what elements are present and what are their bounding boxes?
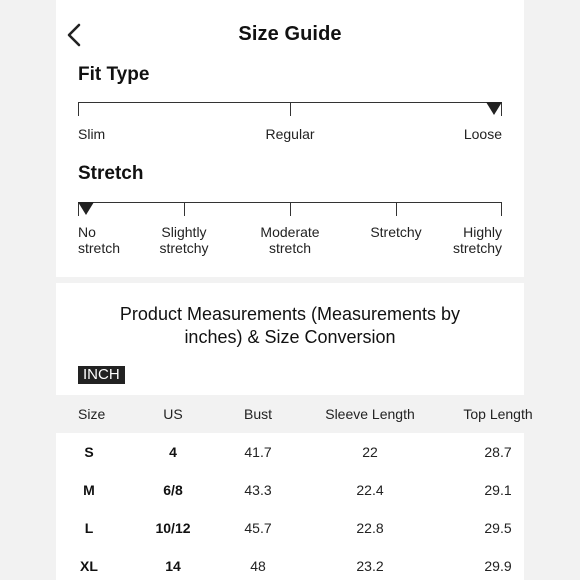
page-title: Size Guide — [238, 23, 342, 45]
fit-type-tick — [290, 102, 291, 116]
stretch-option-label-line: Slightly — [161, 224, 207, 240]
stretch-scale — [78, 202, 502, 262]
table-header-cell: Size — [78, 406, 106, 422]
stretch-tick — [184, 202, 185, 216]
stretch-selected-marker — [78, 202, 94, 215]
fit-type-option-label[interactable] — [265, 126, 314, 142]
stretch-tick — [396, 202, 397, 216]
table-cell: 6/8 — [163, 482, 183, 498]
fit-type-option-label[interactable] — [78, 126, 105, 142]
table-header-cell: Bust — [243, 406, 273, 422]
table-cell: S — [84, 444, 94, 460]
table-cell: 43.3 — [244, 482, 272, 498]
table-header-cell: US — [163, 406, 183, 422]
measurements-card — [56, 283, 533, 580]
table-cell: M — [83, 482, 95, 498]
measurements-title-line-2: inches) & Size Conversion — [184, 327, 396, 347]
measurements-title-line-1: Product Measurements (Measurements by — [119, 304, 461, 324]
stretch-option-label-line: stretchy — [452, 240, 502, 256]
stretch-option-label[interactable] — [453, 224, 502, 256]
stretch-option-label-line: No — [78, 224, 96, 240]
fit-type-title: Fit Type — [78, 64, 150, 85]
fit-type-option-label-line: Loose — [463, 126, 502, 142]
table-cell: 23.2 — [356, 558, 384, 574]
table-cell: L — [84, 520, 94, 536]
stretch-option-label-line: stretch — [78, 240, 121, 256]
measurements-title — [96, 303, 484, 349]
table-cell: 14 — [165, 558, 181, 574]
stretch-option-label-line: Stretchy — [370, 224, 422, 240]
table-cell: 29.9 — [484, 558, 512, 574]
stretch-option-label[interactable] — [78, 224, 120, 256]
table-cell: 4 — [169, 444, 177, 460]
fit-type-tick — [78, 102, 79, 116]
stretch-title: Stretch — [78, 163, 144, 184]
header-bar — [56, 0, 524, 62]
table-row — [56, 520, 524, 540]
table-cell: 22 — [362, 444, 378, 460]
fit-stretch-card — [56, 62, 524, 277]
table-row — [56, 558, 524, 578]
table-cell: 22.8 — [356, 520, 384, 536]
fit-type-option-label[interactable] — [464, 126, 502, 142]
table-cell: 28.7 — [484, 444, 512, 460]
table-header-cell: Sleeve Length — [325, 406, 415, 422]
table-row — [56, 482, 524, 502]
table-row — [56, 444, 524, 464]
stretch-option-label[interactable] — [370, 224, 421, 240]
table-header-row — [56, 395, 533, 433]
stretch-option-label[interactable] — [159, 224, 208, 256]
table-cell: 29.5 — [484, 520, 512, 536]
stretch-option-label-line: Moderate — [260, 224, 320, 240]
stretch-option-label-line: stretch — [268, 240, 311, 256]
fit-type-option-label-line: Regular — [265, 126, 315, 142]
table-cell: XL — [80, 558, 98, 574]
table-cell: 22.4 — [356, 482, 384, 498]
stretch-option-label-line: stretchy — [159, 240, 209, 256]
table-cell: 41.7 — [244, 444, 272, 460]
fit-type-scale — [78, 102, 502, 152]
table-cell: 48 — [250, 558, 266, 574]
table-cell: 45.7 — [244, 520, 272, 536]
table-cell: 29.1 — [484, 482, 512, 498]
fit-type-option-label-line: Slim — [78, 126, 106, 142]
stretch-tick — [290, 202, 291, 216]
fit-type-selected-marker — [486, 102, 502, 115]
stretch-option-label[interactable] — [260, 224, 319, 256]
unit-badge[interactable]: INCH — [78, 366, 125, 384]
table-header-cell: Top Length — [463, 406, 533, 422]
table-cell: 10/12 — [155, 520, 191, 536]
stretch-option-label-line: Highly — [463, 224, 502, 240]
stretch-tick — [501, 202, 502, 216]
